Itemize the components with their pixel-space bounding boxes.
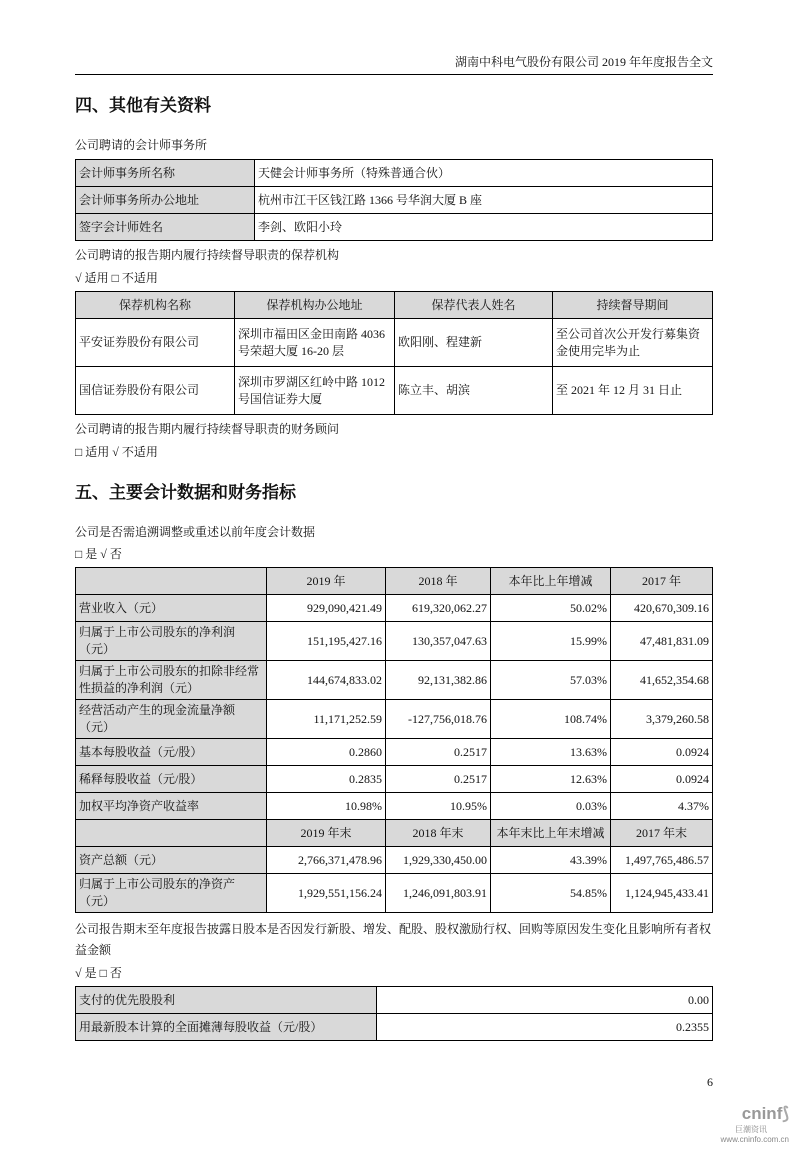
table-row [76, 700, 713, 739]
row-label: 经营活动产生的现金流量净额（元） [76, 700, 267, 739]
header-row [76, 820, 713, 847]
table-cell: 130,357,047.63 [386, 622, 491, 661]
table-cell: 11,171,252.59 [267, 700, 386, 739]
table-cell: 欧阳刚、程建新 [395, 319, 553, 367]
table-cell: 92,131,382.86 [386, 661, 491, 700]
table-cell: 0.2835 [267, 766, 386, 793]
table-cell: 0.2355 [377, 1014, 713, 1041]
table-cell: 0.0924 [611, 766, 713, 793]
page-number: 6 [707, 1075, 713, 1089]
table-cell: 0.03% [491, 793, 611, 820]
row-value: 李剑、欧阳小玲 [255, 214, 713, 241]
table-cell: 0.2860 [267, 739, 386, 766]
column-header [76, 568, 267, 595]
table-cell: 43.39% [491, 847, 611, 874]
page-header: 湖南中科电气股份有限公司 2019 年年度报告全文 [75, 52, 713, 75]
table-cell: 15.99% [491, 622, 611, 661]
column-header: 持续督导期间 [553, 292, 713, 319]
table-row [76, 987, 713, 1014]
column-header: 本年末比上年末增减 [491, 820, 611, 847]
table-row [76, 847, 713, 874]
table-cell: -127,756,018.76 [386, 700, 491, 739]
table-row [76, 661, 713, 700]
table-row [76, 622, 713, 661]
header-row [76, 568, 713, 595]
column-header: 保荐代表人姓名 [395, 292, 553, 319]
table-cell: 47,481,831.09 [611, 622, 713, 661]
row-label: 会计师事务所名称 [76, 160, 255, 187]
table-cell: 0.2517 [386, 739, 491, 766]
row-value: 天健会计师事务所（特殊普通合伙） [255, 160, 713, 187]
row-label: 基本每股收益（元/股） [76, 739, 267, 766]
table-cell: 12.63% [491, 766, 611, 793]
row-label: 营业收入（元） [76, 595, 267, 622]
column-header [76, 820, 267, 847]
table-cell: 108.74% [491, 700, 611, 739]
column-header: 2017 年末 [611, 820, 713, 847]
row-label: 归属于上市公司股东的净资产（元） [76, 874, 267, 913]
table-row [76, 739, 713, 766]
table-row [76, 793, 713, 820]
table-cell: 1,929,330,450.00 [386, 847, 491, 874]
section-4-title: 四、其他有关资料 [75, 96, 211, 115]
row-label: 支付的优先股股利 [76, 987, 377, 1014]
table-cell: 0.00 [377, 987, 713, 1014]
row-label: 加权平均净资产收益率 [76, 793, 267, 820]
table-row [76, 214, 713, 241]
row-label: 归属于上市公司股东的净利润（元） [76, 622, 267, 661]
table-cell: 50.02% [491, 595, 611, 622]
share-change-answer: √ 是 □ 否 [75, 966, 122, 980]
table-row [76, 319, 713, 367]
column-header: 保荐机构名称 [76, 292, 235, 319]
table-row [76, 367, 713, 415]
table-cell: 10.98% [267, 793, 386, 820]
header-row [76, 292, 713, 319]
cninfo-logo: cninf⟆ 巨潮资讯 www.cninfo.com.cn [720, 1104, 789, 1144]
table-cell: 151,195,427.16 [267, 622, 386, 661]
column-header: 保荐机构办公地址 [235, 292, 395, 319]
column-header: 2017 年 [611, 568, 713, 595]
column-header: 2019 年末 [267, 820, 386, 847]
table-cell: 1,497,765,486.57 [611, 847, 713, 874]
table-cell: 至 2021 年 12 月 31 日止 [553, 367, 713, 415]
accountant-table [75, 159, 713, 241]
table-cell: 41,652,354.68 [611, 661, 713, 700]
table-cell: 57.03% [491, 661, 611, 700]
table-row [76, 874, 713, 913]
table-row [76, 187, 713, 214]
accountant-intro: 公司聘请的会计师事务所 [75, 138, 208, 152]
table-cell: 54.85% [491, 874, 611, 913]
table-cell: 929,090,421.49 [267, 595, 386, 622]
table-cell: 至公司首次公开发行募集资金使用完毕为止 [553, 319, 713, 367]
sponsor-intro: 公司聘请的报告期内履行持续督导职责的保荐机构 [75, 248, 340, 262]
row-label: 归属于上市公司股东的扣除非经常性损益的净利润（元） [76, 661, 267, 700]
table-cell: 深圳市罗湖区红岭中路 1012 号国信证券大厦 [235, 367, 395, 415]
sponsor-table [75, 291, 713, 415]
share-change-question: 公司报告期末至年度报告披露日股本是否因发行新股、增发、配股、股权激励行权、回购等原因发生变化且影响所有者权益金额 [75, 922, 712, 957]
table-cell: 619,320,062.27 [386, 595, 491, 622]
table-cell: 陈立丰、胡滨 [395, 367, 553, 415]
table-cell: 国信证券股份有限公司 [76, 367, 235, 415]
table-cell: 144,674,833.02 [267, 661, 386, 700]
restate-answer: □ 是 √ 否 [75, 547, 122, 561]
sponsor-applicable: √ 适用 □ 不适用 [75, 271, 158, 285]
row-label: 资产总额（元） [76, 847, 267, 874]
column-header: 2019 年 [267, 568, 386, 595]
table-cell: 420,670,309.16 [611, 595, 713, 622]
column-header: 2018 年末 [386, 820, 491, 847]
row-label: 会计师事务所办公地址 [76, 187, 255, 214]
table-row [76, 160, 713, 187]
table-cell: 1,124,945,433.41 [611, 874, 713, 913]
table-row [76, 766, 713, 793]
column-header: 2018 年 [386, 568, 491, 595]
table-cell: 平安证券股份有限公司 [76, 319, 235, 367]
table-cell: 10.95% [386, 793, 491, 820]
table-row [76, 595, 713, 622]
table-cell: 0.2517 [386, 766, 491, 793]
advisor-intro: 公司聘请的报告期内履行持续督导职责的财务顾问 [75, 422, 340, 436]
row-label: 签字会计师姓名 [76, 214, 255, 241]
row-value: 杭州市江干区钱江路 1366 号华润大厦 B 座 [255, 187, 713, 214]
financial-table [75, 567, 713, 913]
eps-table [75, 986, 713, 1041]
table-row [76, 1014, 713, 1041]
row-label: 用最新股本计算的全面摊薄每股收益（元/股） [76, 1014, 377, 1041]
table-cell: 1,929,551,156.24 [267, 874, 386, 913]
advisor-applicable: □ 适用 √ 不适用 [75, 445, 158, 459]
table-cell: 13.63% [491, 739, 611, 766]
table-cell: 深圳市福田区金田南路 4036 号荣超大厦 16-20 层 [235, 319, 395, 367]
section-5-title: 五、主要会计数据和财务指标 [75, 483, 296, 502]
table-cell: 0.0924 [611, 739, 713, 766]
restate-question: 公司是否需追溯调整或重述以前年度会计数据 [75, 525, 316, 539]
row-label: 稀释每股收益（元/股） [76, 766, 267, 793]
table-cell: 1,246,091,803.91 [386, 874, 491, 913]
table-cell: 2,766,371,478.96 [267, 847, 386, 874]
column-header: 本年比上年增减 [491, 568, 611, 595]
table-cell: 3,379,260.58 [611, 700, 713, 739]
table-cell: 4.37% [611, 793, 713, 820]
